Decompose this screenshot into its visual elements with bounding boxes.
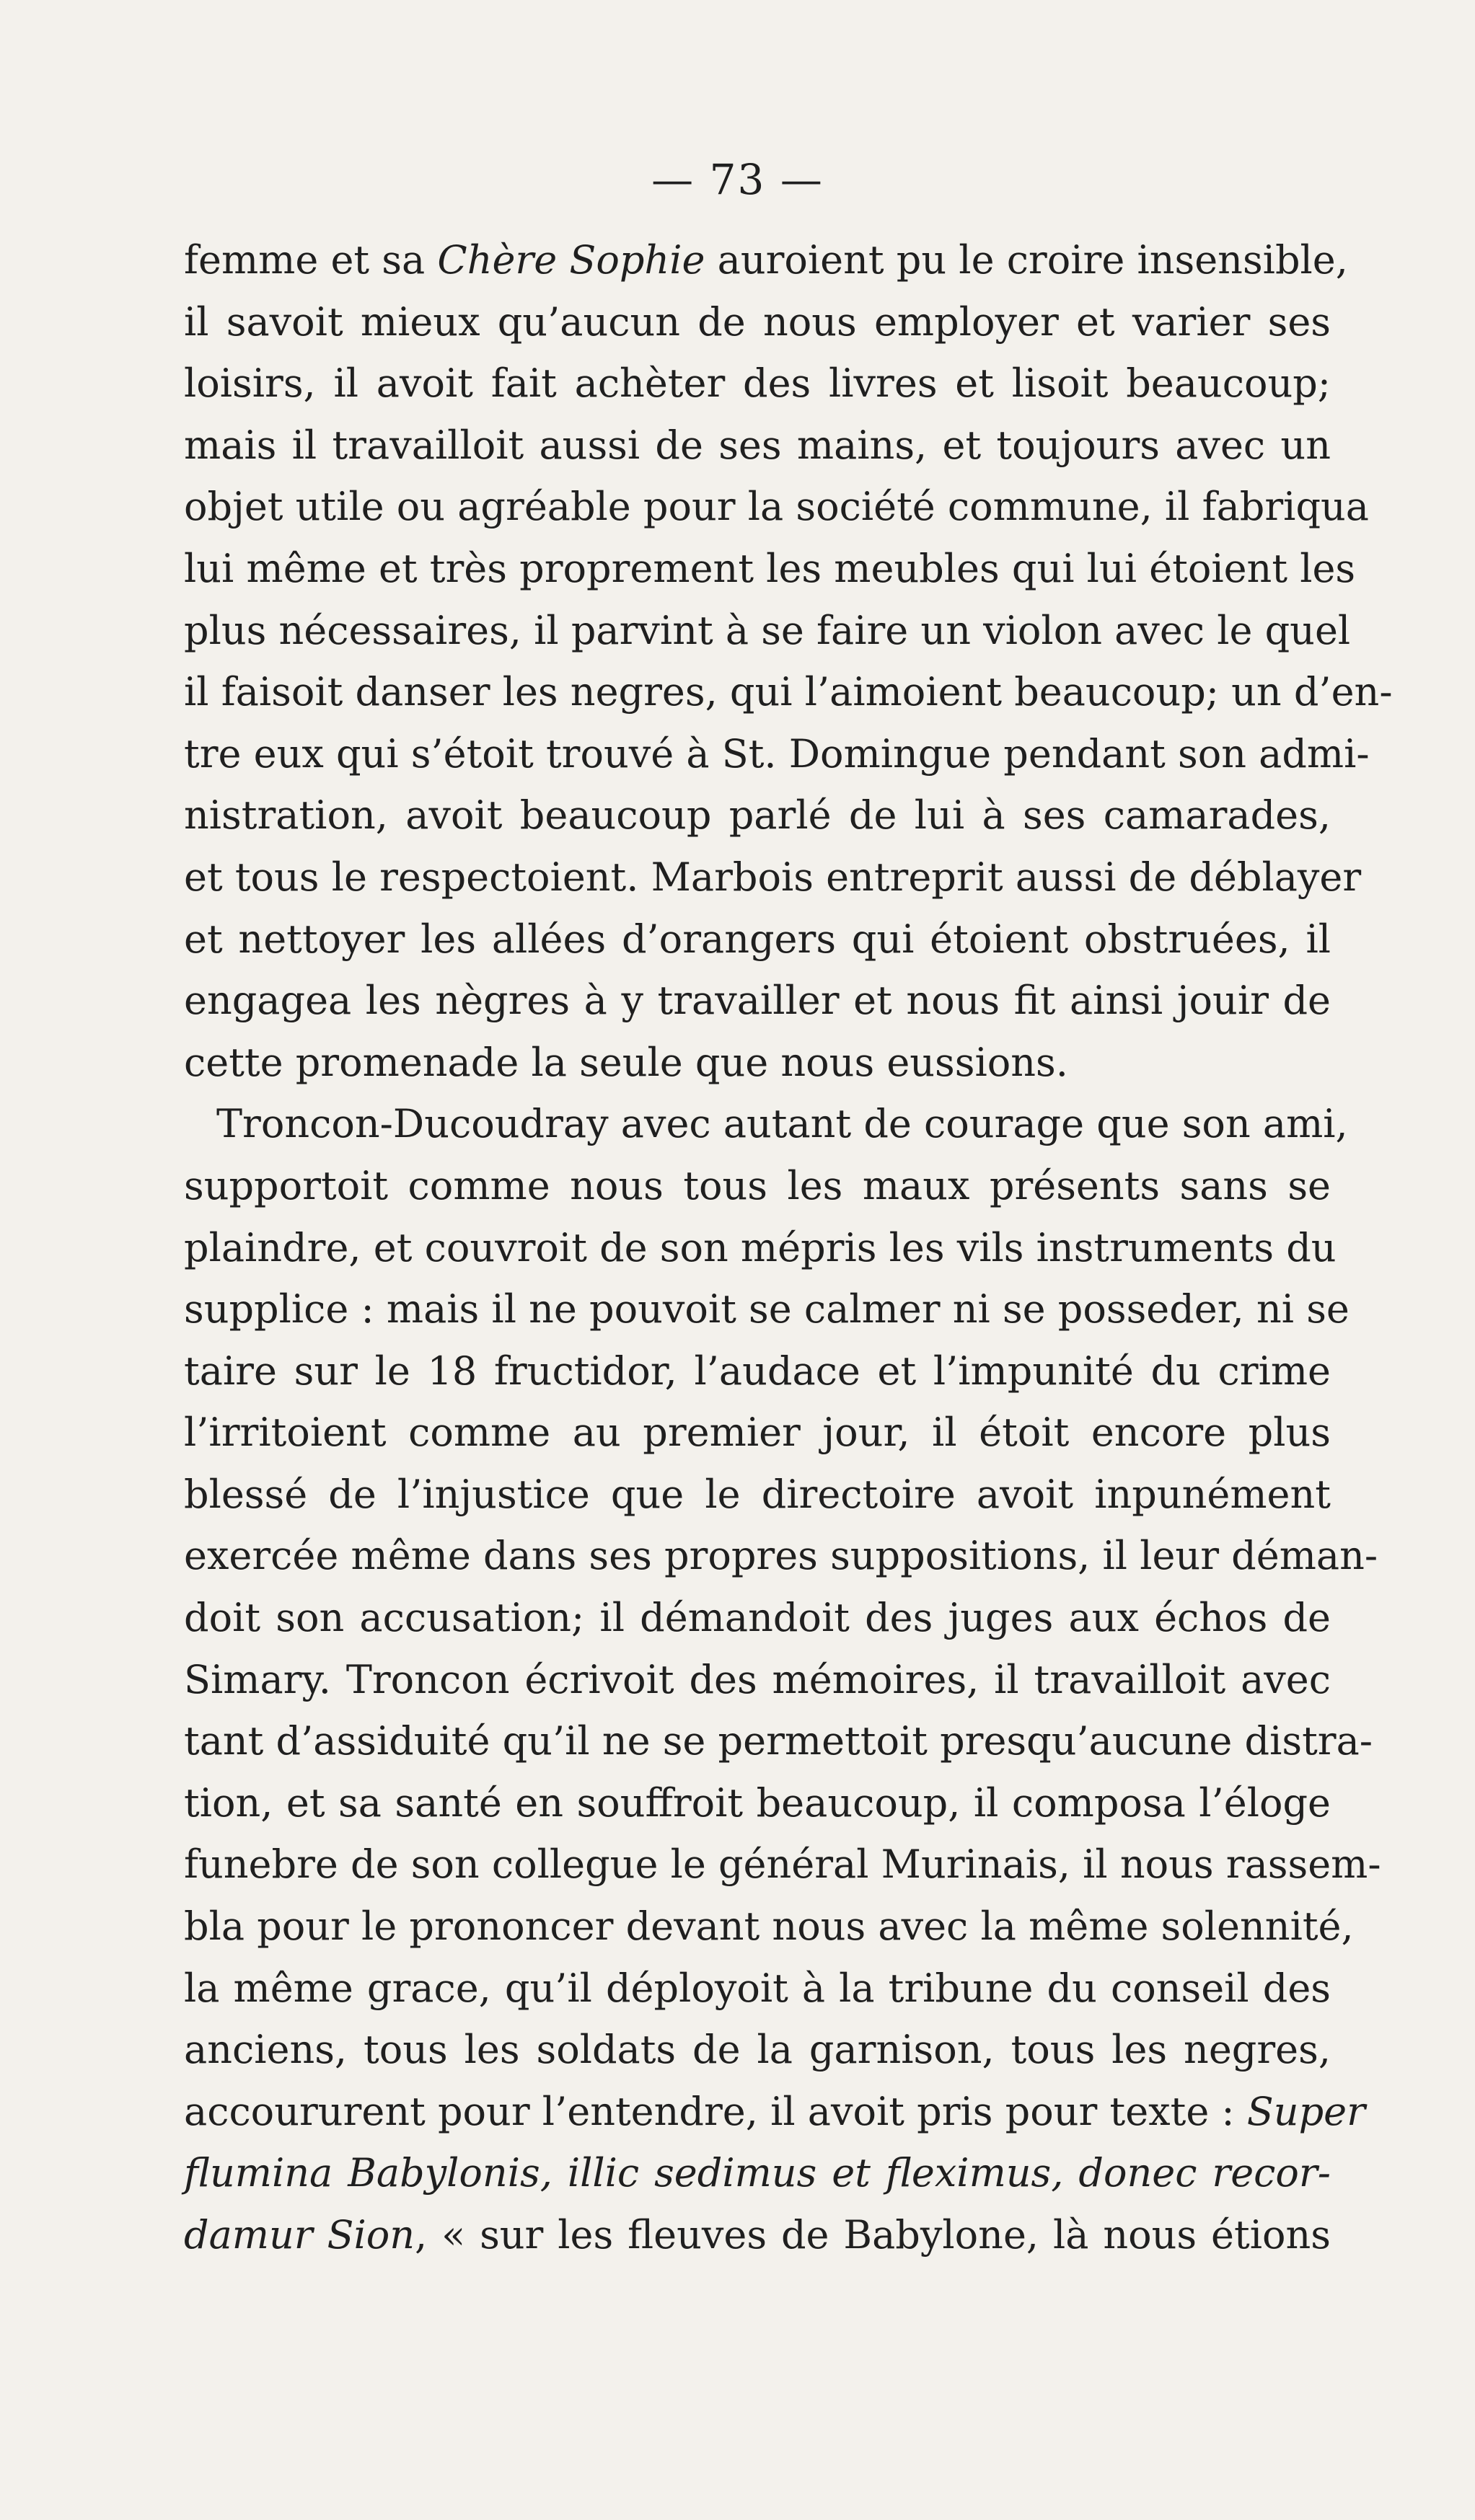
text-line	[184, 2142, 1331, 2204]
text-line	[184, 291, 1331, 353]
text-line	[184, 661, 1393, 723]
text-segment: auroient pu le croire insensible,	[705, 237, 1348, 283]
text-line	[184, 1958, 1331, 2020]
text-line	[184, 2019, 1331, 2081]
text-line	[184, 353, 1331, 415]
body-text	[184, 229, 1393, 2266]
text-segment: anciens, tous les soldats de la garnison, tous les negres,	[184, 2027, 1331, 2073]
text-segment: plaindre, et couvroit de son mépris les vils instruments du	[184, 1224, 1337, 1270]
text-segment: tre eux qui s’étoit trouvé à St. Domingue pendant son admi-	[184, 730, 1370, 777]
italic-text: Chère Sophie	[437, 237, 705, 283]
text-line	[184, 1032, 1331, 1094]
text-line	[184, 970, 1331, 1032]
text-segment: l’irritoient comme au premier jour, il étoit encore plus	[184, 1410, 1331, 1456]
text-line	[184, 229, 1348, 291]
text-segment: exercée même dans ses propres suppositions, il leur déman-	[184, 1533, 1378, 1579]
text-line	[184, 1278, 1349, 1340]
text-segment: plus nécessaires, il parvint à se faire un violon avec le quel	[184, 607, 1351, 653]
text-segment: , « sur les fleuves de Babylone, là nous étions	[415, 2212, 1331, 2258]
text-line	[184, 2204, 1331, 2266]
text-line	[184, 538, 1356, 600]
text-segment: accoururent pour l’entendre, il avoit pris pour texte :	[184, 2088, 1247, 2134]
text-line	[184, 1155, 1331, 1217]
text-line	[184, 908, 1331, 971]
text-segment: Simary. Troncon écrivoit des mémoires, il travailloit avec	[184, 1656, 1331, 1702]
text-line	[184, 784, 1331, 846]
text-segment: tant d’assiduité qu’il ne se permettoit presqu’aucune distra-	[184, 1718, 1373, 1764]
text-segment: femme et sa	[184, 237, 438, 283]
text-segment: supportoit comme nous tous les maux présents sans se	[184, 1162, 1331, 1208]
italic-text: damur Sion	[184, 2212, 415, 2258]
text-line	[184, 1834, 1381, 1896]
text-segment: et tous le respectoient. Marbois entreprit aussi de déblayer	[184, 854, 1362, 900]
text-segment: lui même et très proprement les meubles qui lui étoient les	[184, 545, 1356, 591]
text-segment: la même grace, qu’il déployoit à la tribune du conseil des	[184, 1965, 1331, 2011]
text-segment: taire sur le 18 fructidor, l’audace et l’impunité du crime	[184, 1348, 1331, 1394]
text-line	[184, 476, 1369, 538]
text-line	[184, 723, 1370, 785]
text-line	[184, 415, 1331, 477]
text-line	[184, 1710, 1373, 1772]
page-number: — 73 —	[651, 155, 824, 204]
text-line	[184, 1464, 1331, 1526]
text-segment: il savoit mieux qu’aucun de nous employer et varier ses	[184, 299, 1331, 345]
text-line	[184, 1093, 1348, 1155]
text-line	[184, 1217, 1337, 1279]
italic-text: Super	[1246, 2088, 1365, 2134]
text-segment: il faisoit danser les negres, qui l’aimoient beaucoup; un d’en-	[184, 669, 1393, 715]
italic-text: flumina Babylonis, illic sedimus et fleximus, donec recor-	[184, 2150, 1331, 2196]
text-segment: cette promenade la seule que nous eussions.	[184, 1039, 1068, 1085]
text-line	[184, 1649, 1331, 1711]
text-segment: et nettoyer les allées d’orangers qui étoient obstruées, il	[184, 916, 1331, 962]
text-segment: objet utile ou agréable pour la société commune, il fabriqua	[184, 484, 1369, 530]
text-segment: mais il travailloit aussi de ses mains, et toujours avec un	[184, 422, 1331, 468]
text-segment: bla pour le prononcer devant nous avec la même solennité,	[184, 1904, 1354, 1950]
text-line	[184, 600, 1351, 662]
text-segment: engagea les nègres à y travailler et nous fit ainsi jouir de	[184, 978, 1331, 1024]
text-line	[184, 1340, 1331, 1402]
text-segment: blessé de l’injustice que le directoire avoit inpunément	[184, 1471, 1331, 1517]
text-segment: nistration, avoit beaucoup parlé de lui à ses camarades,	[184, 792, 1331, 839]
text-segment: tion, et sa santé en souffroit beaucoup, il composa l’éloge	[184, 1780, 1331, 1826]
text-line	[184, 2081, 1365, 2143]
text-line	[184, 846, 1362, 908]
text-segment: funebre de son collegue le général Murinais, il nous rassem-	[184, 1842, 1381, 1888]
text-segment: loisirs, il avoit fait achèter des livres et lisoit beaucoup;	[184, 361, 1331, 407]
text-line	[184, 1402, 1331, 1464]
text-line	[184, 1896, 1354, 1958]
text-line	[184, 1772, 1331, 1834]
text-line	[184, 1525, 1378, 1587]
text-segment: doit son accusation; il démandoit des juges aux échos de	[184, 1595, 1331, 1641]
text-segment: supplice : mais il ne pouvoit se calmer ni se posseder, ni se	[184, 1286, 1349, 1332]
text-segment: Troncon-Ducoudray avec autant de courage que son ami,	[216, 1101, 1348, 1147]
text-line	[184, 1587, 1331, 1649]
